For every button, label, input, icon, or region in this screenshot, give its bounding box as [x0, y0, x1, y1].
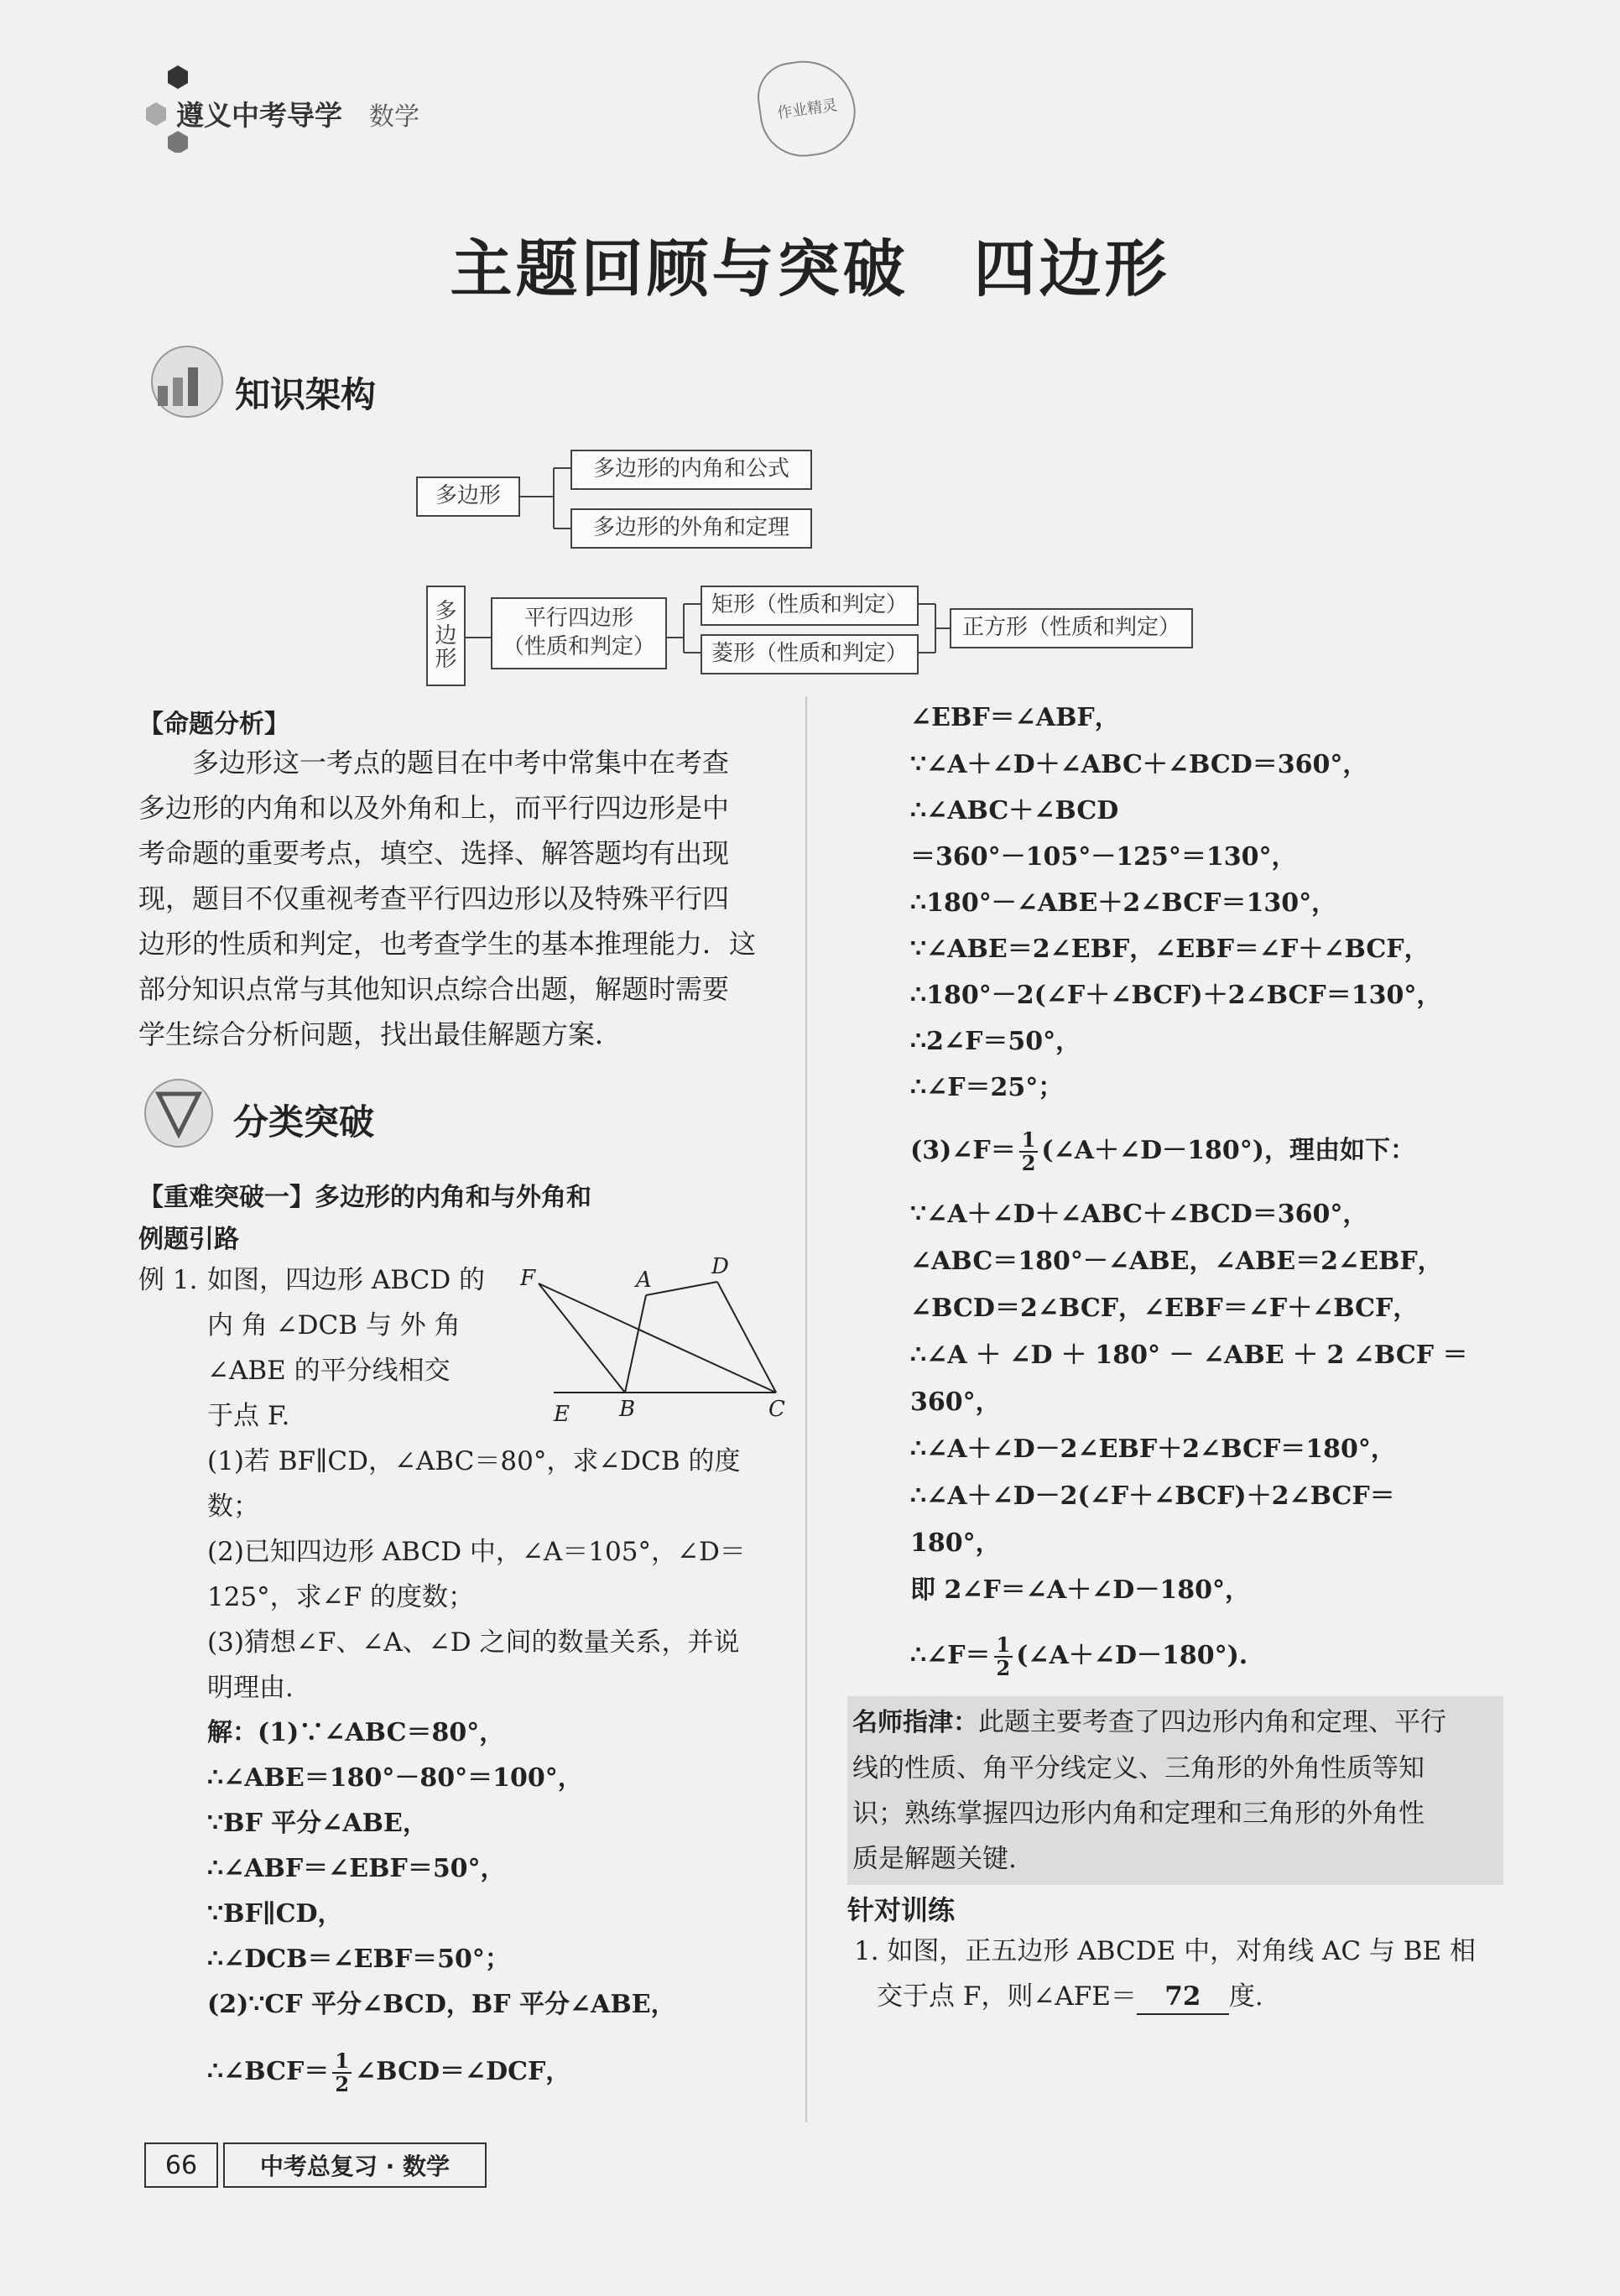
- analysis-line: 考命题的重要考点，填空、选择、解答题均有出现: [138, 837, 730, 869]
- expr-pre: ∴∠BCF＝: [207, 2057, 330, 2086]
- series-title: 遵义中考导学: [176, 99, 342, 132]
- example-part-2-cont: 125°，求∠F 的度数；: [207, 1582, 475, 1612]
- answer-blank: 72: [1137, 1980, 1229, 2015]
- solution-line: ∴∠F＝25°；: [910, 1073, 1064, 1102]
- node-quadrilateral: 多 边 形: [426, 586, 466, 686]
- solution-line: ∵∠A＋∠D＋∠ABC＋∠BCD＝360°，: [910, 1200, 1368, 1229]
- analysis-line: 边形的性质和判定，也考查学生的基本推理能力．这: [138, 928, 757, 960]
- solution-line: ∴∠ABE＝180°－80°＝100°，: [207, 1763, 583, 1793]
- example-part-3-cont: 明理由.: [207, 1673, 294, 1703]
- expr-post: ∠BCD＝∠DCF，: [355, 2057, 571, 2086]
- example-part-2: (2)已知四边形 ABCD 中，∠A＝105°，∠D＝: [207, 1537, 746, 1567]
- fraction-half: [1019, 1129, 1039, 1174]
- analysis-line: 部分知识点常与其他知识点综合出题，解题时需要: [138, 973, 730, 1005]
- example-guide-label: 例题引路: [138, 1225, 239, 1254]
- fraction-half: [994, 1634, 1013, 1679]
- solution-line-final: [910, 1631, 1248, 1681]
- solution-line: ∠EBF＝∠ABF，: [910, 703, 1120, 732]
- analysis-line: 多边形这一考点的题目在中考中常集中在考查: [138, 747, 730, 778]
- teacher-tip-box: [847, 1696, 1503, 1885]
- quadrilateral-figure: [520, 1250, 797, 1426]
- fraction-den: 2: [996, 1656, 1011, 1680]
- example-question-line: ∠ABE 的平分线相交: [207, 1356, 451, 1386]
- solution-line: 180°，: [910, 1528, 1001, 1558]
- breakthrough-1-heading: [138, 1176, 591, 1213]
- point-label: F: [520, 1266, 536, 1291]
- example-question-line: 于点 F.: [207, 1401, 290, 1431]
- solution-line: ∴∠DCB＝∠EBF＝50°；: [207, 1945, 510, 1974]
- example-question-line: 内 角 ∠DCB 与 外 角: [207, 1310, 461, 1341]
- section-breakthrough-heading: 分类突破: [233, 1101, 375, 1143]
- example-part-1: (1)若 BF∥CD，∠ABC＝80°，求∠DCB 的度: [207, 1446, 741, 1476]
- example-question-line: 如图，四边形 ABCD 的: [207, 1265, 486, 1295]
- analysis-text: [138, 740, 784, 1057]
- node-polygon: 多边形: [416, 476, 520, 517]
- solution-line: 解：(1)∵∠ABC＝80°，: [207, 1718, 505, 1747]
- node-rectangle: 矩形（性质和判定）: [701, 586, 919, 626]
- page-title: 主题回顾与突破 四边形: [450, 233, 1170, 305]
- teacher-tip-line: 线的性质、角平分线定义、三角形的外角性质等知: [852, 1753, 1425, 1783]
- solution-line: (2)∵CF 平分∠BCD，BF 平分∠ABE，: [207, 1990, 676, 2019]
- analysis-line: 现，题目不仅重视考查平行四边形以及特殊平行四: [138, 882, 730, 914]
- chart-badge-icon: [141, 344, 233, 419]
- node-parallelogram: 平行四边形 （性质和判定）: [491, 597, 667, 669]
- breakthrough-1-topic: 多边形的内角和与外角和: [315, 1183, 591, 1212]
- expr-pre: ∴∠F＝: [910, 1641, 991, 1670]
- teacher-tip-line: 识；熟练掌握四边形内角和定理和三角形的外角性: [852, 1799, 1425, 1829]
- fraction-half: [332, 2050, 352, 2096]
- point-label: D: [711, 1254, 729, 1279]
- solution-line-bcf: [207, 2047, 570, 2097]
- teacher-tip-label: 名师指津：: [852, 1708, 978, 1737]
- point-label: C: [768, 1397, 785, 1422]
- example-lead: 例 1.: [138, 1265, 198, 1295]
- point-label: A: [636, 1268, 652, 1293]
- point-label: B: [619, 1397, 636, 1422]
- solution-line: ∴180°－2(∠F＋∠BCF)＋2∠BCF＝130°，: [910, 981, 1442, 1010]
- breakthrough-1-label: 【重难突破一】: [138, 1183, 315, 1212]
- node-rhombus: 菱形（性质和判定）: [701, 634, 919, 674]
- solution-line: ∵∠A＋∠D＋∠ABC＋∠BCD＝360°，: [910, 750, 1368, 779]
- solution-line: ∴∠A＋∠D－2∠EBF＋2∠BCF＝180°，: [910, 1434, 1396, 1464]
- fraction-den: 2: [335, 2072, 350, 2096]
- fraction-num: 1: [994, 1634, 1013, 1658]
- training-question-1: 1. 如图，正五边形 ABCDE 中，对角线 AC 与 BE 相: [854, 1936, 1477, 1966]
- expr-post: (∠A＋∠D－180°)，理由如下：: [1041, 1136, 1415, 1165]
- analysis-line: 学生综合分析问题，找出最佳解题方案．: [138, 1018, 622, 1050]
- page-number: 66: [144, 2142, 218, 2188]
- solution-line: ∴∠ABF＝∠EBF＝50°，: [207, 1854, 506, 1883]
- solution-line: ∠ABC＝180°－∠ABE，∠ABE＝2∠EBF，: [910, 1247, 1443, 1276]
- point-label: E: [554, 1402, 570, 1426]
- ruler-badge-icon: [138, 1075, 222, 1151]
- training-question-1-cont: [877, 1980, 1263, 2015]
- solution-line: ∴180°－∠ABE＋2∠BCF＝130°，: [910, 888, 1337, 918]
- fraction-num: 1: [1019, 1129, 1039, 1153]
- training-label: 针对训练: [847, 1894, 956, 1926]
- fraction-num: 1: [332, 2050, 352, 2074]
- training-question-text: 交于点 F，则∠AFE＝: [877, 1981, 1137, 2012]
- solution-line: ∠BCD＝2∠BCF，∠EBF＝∠F＋∠BCF，: [910, 1294, 1419, 1323]
- solution-line: ∵BF 平分∠ABE，: [207, 1809, 428, 1838]
- stamp-logo: 作业精灵: [753, 55, 862, 163]
- solution-line: ∴∠A ＋ ∠D ＋ 180° － ∠ABE ＋ 2 ∠BCF ＝: [910, 1341, 1468, 1370]
- solution-line: ∴2∠F＝50°，: [910, 1027, 1081, 1056]
- example-part-1-cont: 数；: [207, 1492, 259, 1522]
- expr-post: (∠A＋∠D－180°).: [1016, 1641, 1248, 1670]
- node-exterior-angle: 多边形的外角和定理: [570, 508, 812, 549]
- teacher-tip-line: 质是解题关键.: [852, 1844, 1017, 1874]
- solution-line-part3: [910, 1126, 1415, 1176]
- expr-pre: (3)∠F＝: [910, 1136, 1016, 1165]
- column-divider: [805, 696, 807, 2122]
- fraction-den: 2: [1021, 1151, 1036, 1175]
- example-part-3: (3)猜想∠F、∠A、∠D 之间的数量关系，并说: [207, 1627, 740, 1658]
- solution-line: 即 2∠F＝∠A＋∠D－180°，: [910, 1575, 1250, 1605]
- solution-line: ∴∠ABC＋∠BCD: [910, 796, 1119, 825]
- solution-line: ＝360°－105°－125°＝130°，: [910, 842, 1297, 872]
- analysis-label: 【命题分析】: [138, 710, 289, 739]
- solution-line: 360°，: [910, 1387, 1001, 1417]
- node-interior-angle: 多边形的内角和公式: [570, 450, 812, 490]
- solution-line: ∵∠ABE＝2∠EBF，∠EBF＝∠F＋∠BCF，: [910, 935, 1430, 964]
- footer-book-title: 中考总复习 · 数学: [223, 2142, 487, 2188]
- training-question-text: 度.: [1228, 1981, 1263, 2012]
- analysis-line: 多边形的内角和以及外角和上，而平行四边形是中: [138, 792, 730, 824]
- teacher-tip-line: 此题主要考查了四边形内角和定理、平行: [978, 1707, 1446, 1737]
- section-framework-heading: 知识架构: [235, 374, 377, 415]
- subject-label: 数学: [369, 102, 419, 132]
- solution-line: ∴∠A＋∠D－2(∠F＋∠BCF)＋2∠BCF＝: [910, 1481, 1395, 1511]
- node-square: 正方形（性质和判定）: [950, 608, 1193, 648]
- solution-line: ∵BF∥CD，: [207, 1899, 343, 1929]
